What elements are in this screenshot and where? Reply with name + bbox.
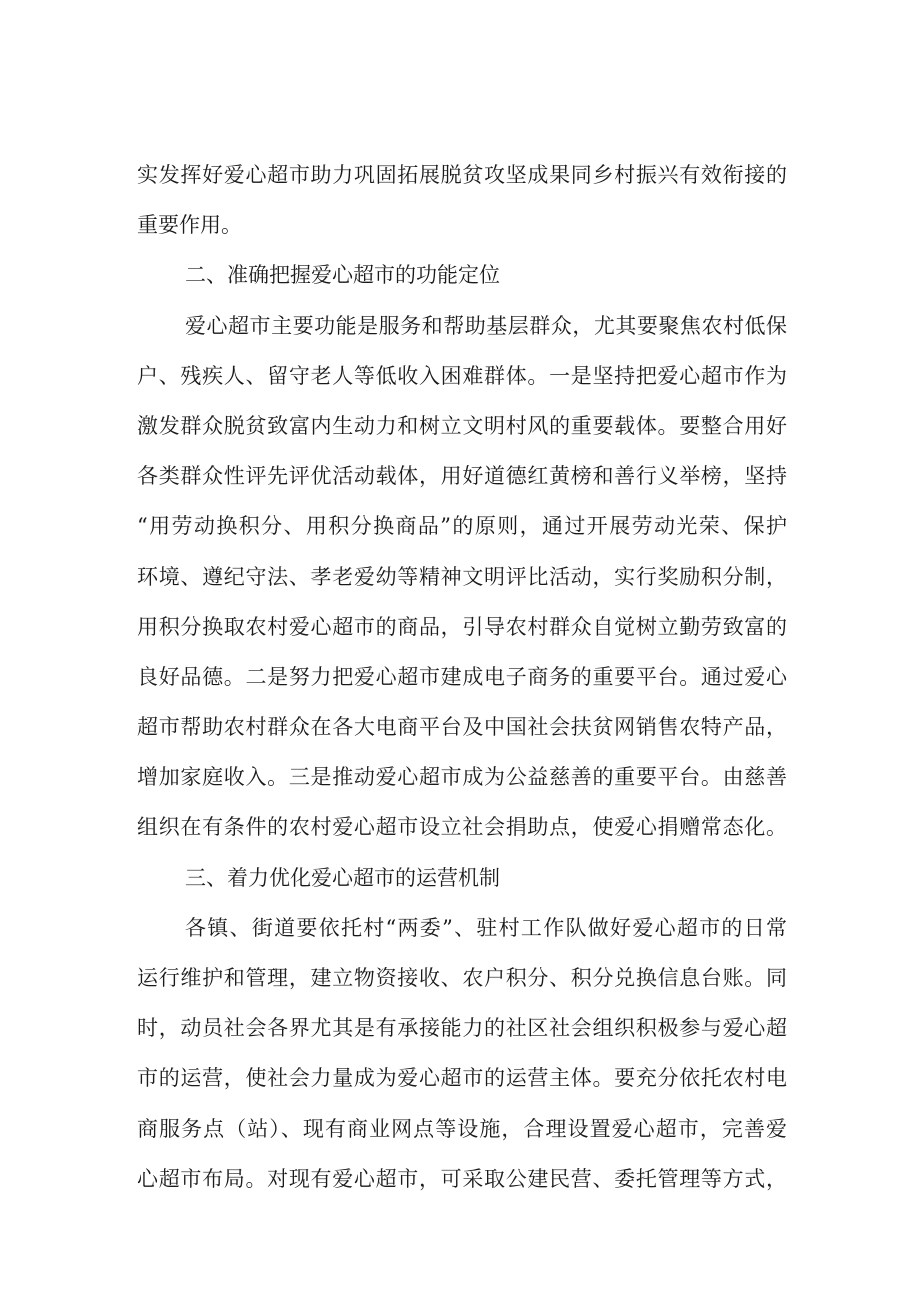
body-line: 激发群众脱贫致富内生动力和树立文明村风的重要载体。要整合用好: [137, 413, 787, 438]
document-page: [137, 153, 787, 1207]
body-line: 户、残疾人、留守老人等低收入困难群体。一是坚持把爱心超市作为: [137, 363, 787, 388]
body-line: 超市帮助农村群众在各大电商平台及中国社会扶贫网销售农特产品，: [137, 715, 787, 740]
section-heading: 三、着力优化爱心超市的运营机制: [185, 865, 500, 890]
body-line: 组织在有条件的农村爱心超市设立社会捐助点，使爱心捐赠常态化。: [137, 815, 787, 840]
body-line: 市的运营，使社会力量成为爱心超市的运营主体。要充分依托农村电: [137, 1066, 787, 1091]
body-line: 重要作用。: [137, 213, 242, 238]
body-line: 商服务点（站）、现有商业网点等设施，合理设置爱心超市，完善爱: [137, 1116, 787, 1141]
body-line: “用劳动换积分、用积分换商品”的原则，通过开展劳动光荣、保护: [137, 514, 787, 539]
body-line: 良好品德。二是努力把爱心超市建成电子商务的重要平台。通过爱心: [137, 664, 787, 689]
body-line: 增加家庭收入。三是推动爱心超市成为公益慈善的重要平台。由慈善: [137, 765, 787, 790]
body-line: 时，动员社会各界尤其是有承接能力的社区社会组织积极参与爱心超: [137, 1016, 787, 1041]
paragraph-first-line: 各镇、街道要依托村“两委”、驻村工作队做好爱心超市的日常: [185, 915, 787, 940]
body-line: 各类群众性评先评优活动载体，用好道德红黄榜和善行义举榜，坚持: [137, 464, 787, 489]
body-line: 运行维护和管理，建立物资接收、农户积分、积分兑换信息台账。同: [137, 966, 787, 990]
body-line: 环境、遵纪守法、孝老爱幼等精神文明评比活动，实行奖励积分制，: [137, 564, 787, 589]
body-line: 心超市布局。对现有爱心超市，可采取公建民营、委托管理等方式，: [137, 1166, 787, 1191]
section-heading: 二、准确把握爱心超市的功能定位: [185, 263, 500, 288]
paragraph-first-line: 爱心超市主要功能是服务和帮助基层群众，尤其要聚焦农村低保: [185, 313, 787, 338]
body-line: 用积分换取农村爱心超市的商品，引导农村群众自觉树立勤劳致富的: [137, 614, 787, 639]
body-line: 实发挥好爱心超市助力巩固拓展脱贫攻坚成果同乡村振兴有效衔接的: [137, 163, 787, 187]
